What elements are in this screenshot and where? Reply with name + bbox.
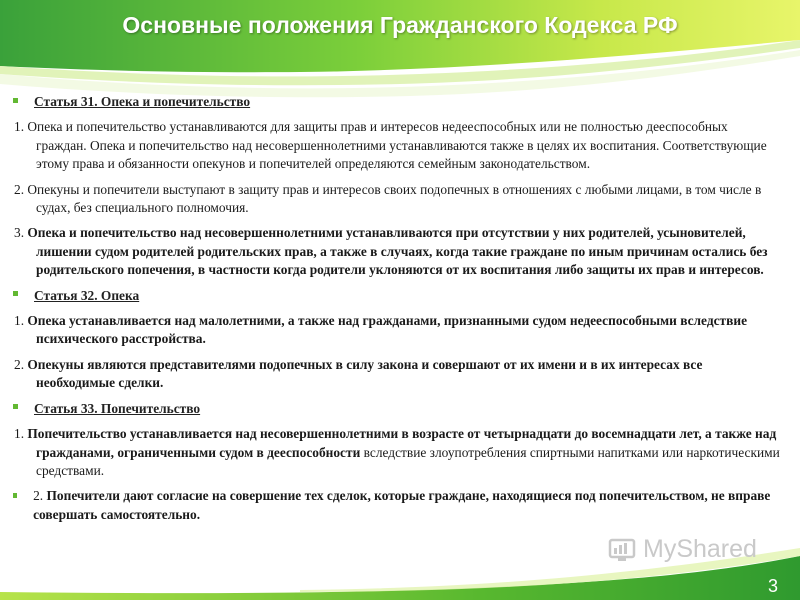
heading-text: Статья 33. Попечительство (34, 400, 201, 416)
paragraph: 3. Опека и попечительство над несовершеннолетними устанавливаются при отсутствии у них родителей, усыновителей, лишении судом родителей родительских прав, а также в случаях, когда такие граждане по иным причинам остались без родительского попечения, в частности когда родители уклоняются от их воспитания либо защиты их прав и интересов. (14, 225, 768, 278)
section-heading-article-31 (10, 93, 780, 111)
square-bullet-icon (13, 404, 18, 409)
final-bullet-item: 2. Попечители дают согласие на совершение тех сделок, которые граждане, находящиеся под попечительством, не вправе совершать самостоятельно. (10, 487, 780, 524)
square-bullet-icon (13, 291, 18, 296)
section-heading-article-33 (10, 400, 780, 418)
heading-text: Статья 31. Опека и попечительство (34, 94, 251, 109)
paragraph: 1. Попечительство устанавливается над несовершеннолетними в возрасте от четырнадцати до восемнадцати лет, а также над гражданами, ограниченными судом в дееспособности вследствие злоупотребления спиртными напитками или наркотическими средствами. (14, 426, 780, 478)
page-number: 3 (768, 576, 779, 596)
paragraph: 2. Опекуны являются представителями подопечных в силу закона и совершают от их имени и в их интересах все необходимые сделки. (14, 356, 703, 391)
logo-text: MyShared (643, 534, 757, 563)
square-bullet-icon (13, 493, 17, 498)
slide-title: Основные положения Гражданского Кодекса РФ (122, 12, 678, 38)
content-body (10, 93, 780, 531)
paragraph: 2. Опекуны и попечители выступают в защиту прав и интересов своих подопечных в отношениях с любыми лицами, в том числе в судах, без специального полномочия. (14, 181, 762, 216)
heading-text: Статья 32. Опека (34, 287, 140, 303)
square-bullet-icon (13, 98, 18, 103)
paragraph: 1. Опека и попечительство устанавливаются для защиты прав и интересов недееспособных или не полностью дееспособных граждан. Опека и попечительство над несовершеннолетними устанавливаются также в целях их воспитания. Соответствующие этому права и обязанности опекунов и попечителей определяются семейным законодательством. (14, 119, 767, 172)
paragraph: 1. Опека устанавливается над малолетними, а также над гражданами, признанными судом недееспособными вследствие психического расстройства. (14, 313, 748, 347)
myshared-logo (607, 534, 757, 564)
myshared-logo-icon (607, 534, 637, 564)
section-heading-article-32 (10, 287, 780, 305)
